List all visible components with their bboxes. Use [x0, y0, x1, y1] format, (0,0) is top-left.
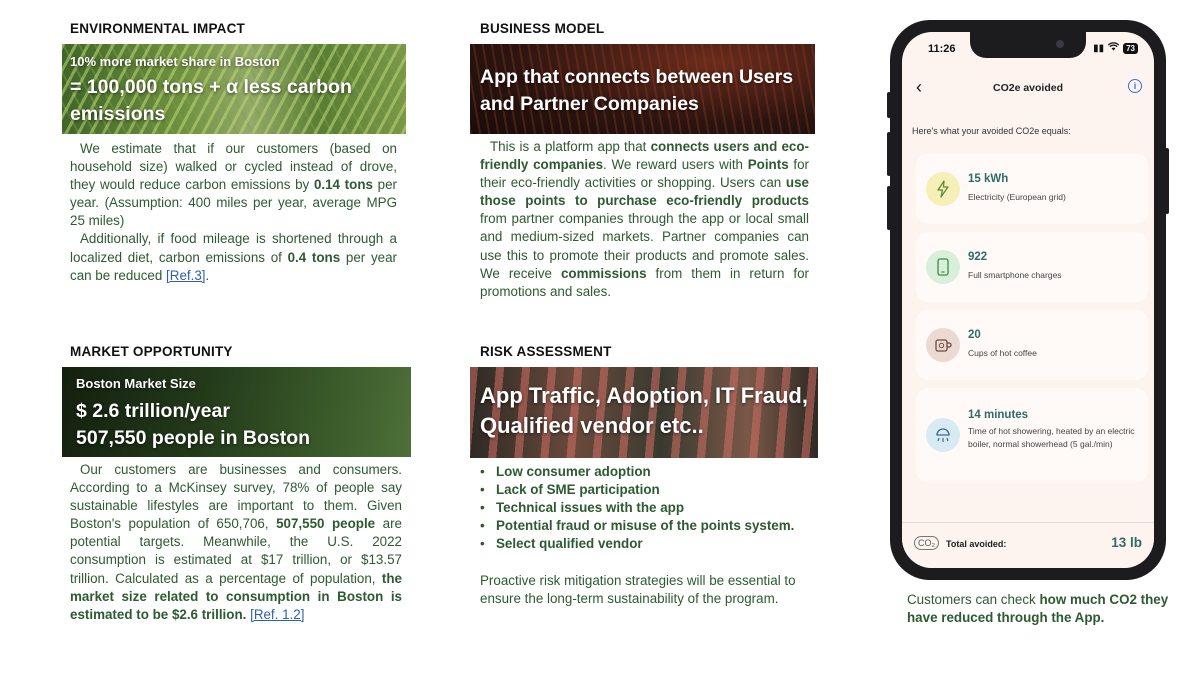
total-avoided-value: 13 lb — [1111, 535, 1142, 550]
caption-highlight: how much CO2 they have reduced through the App. — [907, 592, 1169, 626]
env-text-part: We estimate that if our customers (based on household size) walked or cycled instead of drove, they would reduce carbon emissions by — [70, 141, 397, 193]
biz-text-part: for their eco-friendly activities or shopping. Users can — [480, 157, 809, 191]
mkt-text-part: are potential targets. Meanwhile, the U.S. 2022 consumption is estimated at $17 trillion, or $13.57 trillion. Calculated as a percentage of population, — [70, 516, 403, 586]
back-chevron-icon[interactable]: ‹ — [916, 77, 922, 97]
risk-assessment-heading: RISK ASSESSMENT — [480, 344, 612, 359]
card-description: Time of hot showering, heated by an electric boiler, normal showerhead (5 gal./min) — [968, 426, 1135, 449]
card-description: Full smartphone charges — [968, 270, 1062, 280]
market-banner — [62, 367, 411, 457]
signal-icon: ▮▮ — [1093, 42, 1105, 54]
shower-icon — [926, 418, 960, 452]
risk-note: Proactive risk mitigation strategies will be essential to ensure the long-term sustainability of the program. — [480, 573, 796, 607]
mkt-text-part: Our customers are businesses and consumers. According to a McKinsey survey, 78% of people say sustainable lifestyles are important to them. Given Boston's population of 650,706, — [70, 462, 402, 532]
phone-caption — [907, 591, 1177, 627]
ref12-link[interactable]: [Ref. 1.2] — [250, 606, 305, 622]
card-value: 922 — [968, 251, 988, 263]
phone-side-button — [887, 132, 891, 176]
market-size-value: $ 2.6 trillion/year — [76, 400, 230, 422]
card-description: Cups of hot coffee — [968, 348, 1037, 358]
caption-text-part: Customers can check — [907, 592, 1040, 607]
risk-list — [480, 463, 820, 553]
biz-text-part: This is a platform app that — [490, 139, 651, 154]
lightning-icon — [926, 172, 960, 206]
environmental-banner — [62, 44, 406, 134]
business-text — [480, 138, 809, 301]
status-icons — [1093, 42, 1138, 54]
list-item: • Low consumer adoption — [480, 463, 820, 481]
card-value: 14 minutes — [968, 409, 1029, 421]
environmental-banner-line1: 10% more market share in Boston — [70, 54, 280, 69]
co2-cloud-icon: CO₂ — [914, 536, 939, 550]
business-banner — [470, 44, 815, 134]
biz-text-part: . We reward users with — [603, 157, 748, 173]
environmental-banner-line2: = 100,000 tons + α less carbon emissions — [70, 76, 352, 125]
environmental-text — [70, 140, 397, 285]
equivalent-card-smartphone[interactable] — [916, 232, 1148, 302]
biz-highlight: commissions — [560, 265, 647, 281]
market-banner-line1: Boston Market Size — [76, 376, 196, 391]
list-item: • Potential fraud or misuse of the points system. — [480, 517, 820, 535]
risk-banner-text: App Traffic, Adoption, IT Fraud, Qualified vendor etc.. — [480, 383, 808, 438]
battery-icon: 73 — [1123, 43, 1138, 54]
list-item: • Select qualified vendor — [480, 535, 820, 553]
mkt-highlight: 507,550 people — [276, 516, 376, 532]
risk-banner — [470, 367, 818, 458]
equivalent-card-shower[interactable] — [916, 388, 1148, 482]
env-text-part: . — [205, 267, 210, 283]
market-text — [70, 461, 402, 624]
phone-notch — [970, 32, 1086, 58]
mkt-highlight: the market size related to consumption in Boston is estimated to be $2.6 trillion. — [70, 570, 402, 622]
market-people-value: 507,550 people in Boston — [76, 427, 311, 449]
environmental-impact-heading: ENVIRONMENTAL IMPACT — [70, 21, 245, 36]
phone-mockup — [890, 20, 1166, 580]
env-highlight: 0.14 tons — [313, 177, 373, 193]
equivalent-card-coffee[interactable] — [916, 310, 1148, 380]
total-avoided-bar — [902, 522, 1154, 568]
card-value: 20 — [968, 329, 981, 341]
phone-side-button — [887, 92, 891, 118]
business-model-heading: BUSINESS MODEL — [480, 21, 605, 36]
equivalent-card-electricity[interactable] — [916, 154, 1148, 224]
env-text-part: per year can be reduced — [70, 249, 397, 283]
biz-text-part: from them in return for promotions and sales. — [480, 265, 810, 299]
status-time: 11:26 — [928, 43, 956, 55]
market-banner-line2 — [76, 398, 406, 452]
market-opportunity-heading: MARKET OPPORTUNITY — [70, 344, 233, 359]
phone-side-button — [1165, 148, 1169, 214]
env-text-part: per year. (Assumption: 400 miles per year, average MPG 25 miles) — [70, 177, 397, 229]
total-avoided-label: Total avoided: — [946, 539, 1007, 549]
biz-highlight: connects users and eco-friendly companies — [480, 139, 809, 173]
business-banner-text: App that connects between Users and Partner Companies — [480, 66, 794, 115]
smartphone-icon — [926, 250, 960, 284]
coffee-cup-icon — [926, 328, 960, 362]
biz-text-part: from partner companies through the app or local small and medium-sized markets. Partner companies can use this to promote their products and promote sales. We receive — [480, 211, 809, 281]
info-icon[interactable]: i — [1128, 79, 1142, 93]
ref3-link[interactable]: [Ref.3] — [166, 267, 206, 283]
env-text-part: Additionally, if food mileage is shortened through a localized diet, carbon emissions of — [70, 231, 397, 265]
phone-side-button — [887, 186, 891, 230]
biz-highlight: Points — [747, 157, 789, 173]
wifi-icon — [1108, 42, 1119, 54]
camera-icon — [1056, 40, 1064, 48]
card-description: Electricity (European grid) — [968, 192, 1066, 202]
biz-highlight: use those points to purchase eco-friendly products — [480, 175, 809, 209]
env-highlight: 0.4 tons — [287, 249, 341, 265]
list-item: • Lack of SME participation — [480, 481, 820, 499]
screen-title: CO2e avoided — [992, 82, 1064, 94]
phone-screen — [902, 32, 1154, 568]
card-value: 15 kWh — [968, 173, 1009, 185]
list-item: • Technical issues with the app — [480, 499, 820, 517]
screen-subtitle: Here's what your avoided CO2e equals: — [912, 126, 1071, 136]
